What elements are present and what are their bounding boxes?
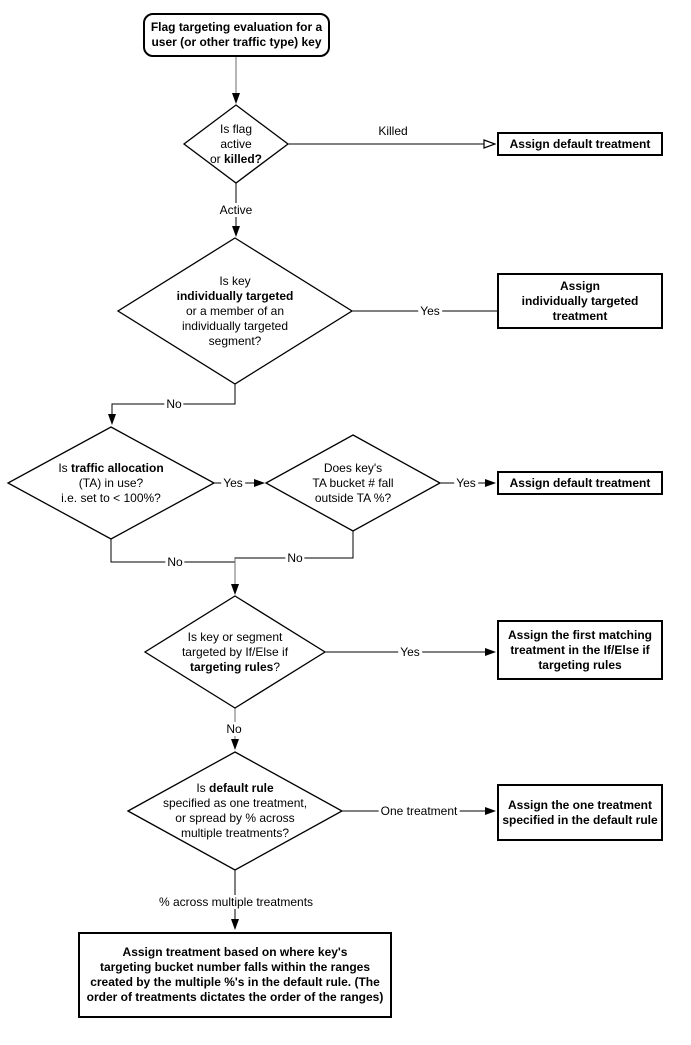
terminal-one-treatment: Assign the one treatment specified in the default rule <box>497 784 663 841</box>
terminal-individually-targeted: Assign individually targeted treatment <box>497 273 663 329</box>
edge-label-yes-outside: Yes <box>456 476 476 490</box>
edge-label-no-ta: No <box>167 555 183 569</box>
edge-label-no-outside: No <box>287 551 303 565</box>
decision-targeting-rules: Is key or segment targeted by If/Else if targeting rules? <box>181 629 289 674</box>
edge-label-killed: Killed <box>378 124 408 138</box>
edge-label-multi: % across multiple treatments <box>158 895 314 909</box>
edge-label-yes-rules: Yes <box>400 645 420 659</box>
decision-default-rule: Is default rule specified as one treatment, or spread by % across multiple treatments? <box>162 781 308 840</box>
terminal-first-matching: Assign the first matching treatment in the If/Else if targeting rules <box>497 620 663 680</box>
edge-label-no-rules: No <box>226 722 242 736</box>
edge-label-no-individual: No <box>166 397 182 411</box>
edge-label-yes-ta: Yes <box>223 476 243 490</box>
edge-label-active: Active <box>219 203 253 217</box>
start-node: Flag targeting evaluation for a user (or other traffic type) key <box>143 13 330 57</box>
terminal-assign-default-1: Assign default treatment <box>497 132 663 156</box>
decision-individually-targeted: Is key individually targeted or a member of an individually targeted segment? <box>176 273 294 348</box>
edge-label-yes-individual: Yes <box>420 304 440 318</box>
decision-flag-active: Is flag active or killed? <box>209 121 263 166</box>
terminal-assign-default-2: Assign default treatment <box>497 471 663 495</box>
decision-traffic-allocation: Is traffic allocation (TA) in use? i.e. set to < 100%? <box>58 460 164 505</box>
terminal-multiple-treatments: Assign treatment based on where key's targeting bucket number falls within the ranges created by the multiple %'s in the default rule. (The order of treatments dictates the order of the ranges) <box>78 932 392 1018</box>
edge-label-one-treatment: One treatment <box>380 804 458 818</box>
decision-ta-bucket: Does key's TA bucket # fall outside TA %? <box>312 460 394 505</box>
